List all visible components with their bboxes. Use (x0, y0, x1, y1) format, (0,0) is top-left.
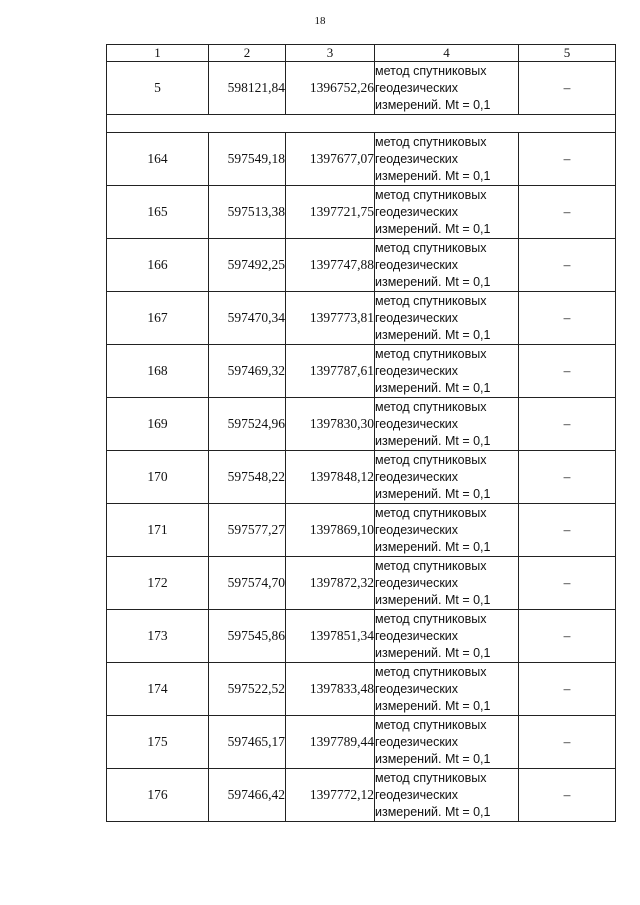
method-line: геодезических (375, 151, 459, 166)
point-number: 170 (107, 451, 209, 504)
point-number: 168 (107, 345, 209, 398)
method-line: метод спутниковых (375, 717, 487, 732)
method-description (375, 239, 519, 292)
table-row (107, 398, 616, 451)
method-line: метод спутниковых (375, 611, 487, 626)
method-line: измерений. Mt = 0,1 (375, 168, 491, 183)
point-number: 176 (107, 769, 209, 822)
coordinates-table (106, 44, 616, 822)
method-line: геодезических (375, 310, 459, 325)
column-header-1: 1 (107, 45, 209, 62)
table-body (107, 62, 616, 822)
column-5-value: – (519, 133, 616, 186)
point-number: 175 (107, 716, 209, 769)
method-line: измерений. Mt = 0,1 (375, 486, 491, 501)
table-row (107, 239, 616, 292)
method-line: метод спутниковых (375, 240, 487, 255)
method-description (375, 292, 519, 345)
method-line: геодезических (375, 787, 459, 802)
y-coordinate: 1397848,12 (286, 451, 375, 504)
method-description (375, 610, 519, 663)
point-number: 5 (107, 62, 209, 115)
x-coordinate: 597466,42 (209, 769, 286, 822)
method-line: геодезических (375, 681, 459, 696)
x-coordinate: 597492,25 (209, 239, 286, 292)
method-line: метод спутниковых (375, 134, 487, 149)
method-line: измерений. Mt = 0,1 (375, 274, 491, 289)
method-line: геодезических (375, 575, 459, 590)
column-5-value: – (519, 186, 616, 239)
table-row (107, 610, 616, 663)
column-5-value: – (519, 557, 616, 610)
x-coordinate: 597549,18 (209, 133, 286, 186)
method-line: измерений. Mt = 0,1 (375, 698, 491, 713)
method-description (375, 398, 519, 451)
column-5-value: – (519, 663, 616, 716)
x-coordinate: 598121,84 (209, 62, 286, 115)
page-number: 18 (314, 15, 326, 27)
x-coordinate: 597522,52 (209, 663, 286, 716)
method-line: геодезических (375, 363, 459, 378)
method-line: измерений. Mt = 0,1 (375, 804, 491, 819)
method-line: измерений. Mt = 0,1 (375, 327, 491, 342)
y-coordinate: 1397773,81 (286, 292, 375, 345)
column-5-value: – (519, 504, 616, 557)
method-line: метод спутниковых (375, 399, 487, 414)
method-line: измерений. Mt = 0,1 (375, 539, 491, 554)
method-line: измерений. Mt = 0,1 (375, 433, 491, 448)
method-line: геодезических (375, 416, 459, 431)
method-line: метод спутниковых (375, 770, 487, 785)
column-5-value: – (519, 345, 616, 398)
method-line: метод спутниковых (375, 558, 487, 573)
method-description (375, 133, 519, 186)
table-row (107, 345, 616, 398)
method-line: измерений. Mt = 0,1 (375, 221, 491, 236)
point-number: 164 (107, 133, 209, 186)
column-5-value: – (519, 610, 616, 663)
table-header-row (107, 45, 616, 62)
y-coordinate: 1397747,88 (286, 239, 375, 292)
method-line: метод спутниковых (375, 187, 487, 202)
column-header-5: 5 (519, 45, 616, 62)
method-description (375, 62, 519, 115)
column-5-value: – (519, 769, 616, 822)
method-description (375, 186, 519, 239)
point-number: 166 (107, 239, 209, 292)
method-line: измерений. Mt = 0,1 (375, 645, 491, 660)
table-row (107, 769, 616, 822)
column-5-value: – (519, 292, 616, 345)
method-line: измерений. Mt = 0,1 (375, 592, 491, 607)
x-coordinate: 597513,38 (209, 186, 286, 239)
method-line: метод спутниковых (375, 664, 487, 679)
method-line: геодезических (375, 204, 459, 219)
x-coordinate: 597548,22 (209, 451, 286, 504)
separator-cell (107, 115, 616, 133)
x-coordinate: 597469,32 (209, 345, 286, 398)
table-row (107, 292, 616, 345)
column-header-4: 4 (375, 45, 519, 62)
method-line: геодезических (375, 257, 459, 272)
point-number: 165 (107, 186, 209, 239)
table-row (107, 557, 616, 610)
x-coordinate: 597524,96 (209, 398, 286, 451)
method-description (375, 769, 519, 822)
x-coordinate: 597545,86 (209, 610, 286, 663)
y-coordinate: 1397789,44 (286, 716, 375, 769)
y-coordinate: 1397872,32 (286, 557, 375, 610)
method-line: метод спутниковых (375, 505, 487, 520)
method-line: геодезических (375, 80, 459, 95)
y-coordinate: 1397772,12 (286, 769, 375, 822)
method-line: геодезических (375, 469, 459, 484)
method-line: метод спутниковых (375, 452, 487, 467)
x-coordinate: 597574,70 (209, 557, 286, 610)
column-header-2: 2 (209, 45, 286, 62)
y-coordinate: 1397677,07 (286, 133, 375, 186)
table-row (107, 133, 616, 186)
y-coordinate: 1397830,30 (286, 398, 375, 451)
column-5-value: – (519, 398, 616, 451)
point-number: 172 (107, 557, 209, 610)
table-row (107, 451, 616, 504)
y-coordinate: 1397833,48 (286, 663, 375, 716)
method-description (375, 504, 519, 557)
method-line: метод спутниковых (375, 63, 487, 78)
column-5-value: – (519, 451, 616, 504)
point-number: 174 (107, 663, 209, 716)
method-description (375, 716, 519, 769)
method-description (375, 451, 519, 504)
method-line: измерений. Mt = 0,1 (375, 751, 491, 766)
method-line: метод спутниковых (375, 293, 487, 308)
method-line: измерений. Mt = 0,1 (375, 380, 491, 395)
point-number: 171 (107, 504, 209, 557)
method-line: измерений. Mt = 0,1 (375, 97, 491, 112)
point-number: 167 (107, 292, 209, 345)
table-row (107, 716, 616, 769)
x-coordinate: 597577,27 (209, 504, 286, 557)
column-header-3: 3 (286, 45, 375, 62)
point-number: 173 (107, 610, 209, 663)
y-coordinate: 1396752,26 (286, 62, 375, 115)
table-row (107, 186, 616, 239)
y-coordinate: 1397869,10 (286, 504, 375, 557)
x-coordinate: 597465,17 (209, 716, 286, 769)
method-line: геодезических (375, 522, 459, 537)
table-row (107, 663, 616, 716)
method-line: геодезических (375, 628, 459, 643)
method-line: геодезических (375, 734, 459, 749)
separator-row (107, 115, 616, 133)
x-coordinate: 597470,34 (209, 292, 286, 345)
method-line: метод спутниковых (375, 346, 487, 361)
column-5-value: – (519, 716, 616, 769)
y-coordinate: 1397787,61 (286, 345, 375, 398)
column-5-value: – (519, 239, 616, 292)
table-row (107, 504, 616, 557)
table-row (107, 62, 616, 115)
point-number: 169 (107, 398, 209, 451)
method-description (375, 345, 519, 398)
column-5-value: – (519, 62, 616, 115)
method-description (375, 663, 519, 716)
y-coordinate: 1397721,75 (286, 186, 375, 239)
method-description (375, 557, 519, 610)
y-coordinate: 1397851,34 (286, 610, 375, 663)
